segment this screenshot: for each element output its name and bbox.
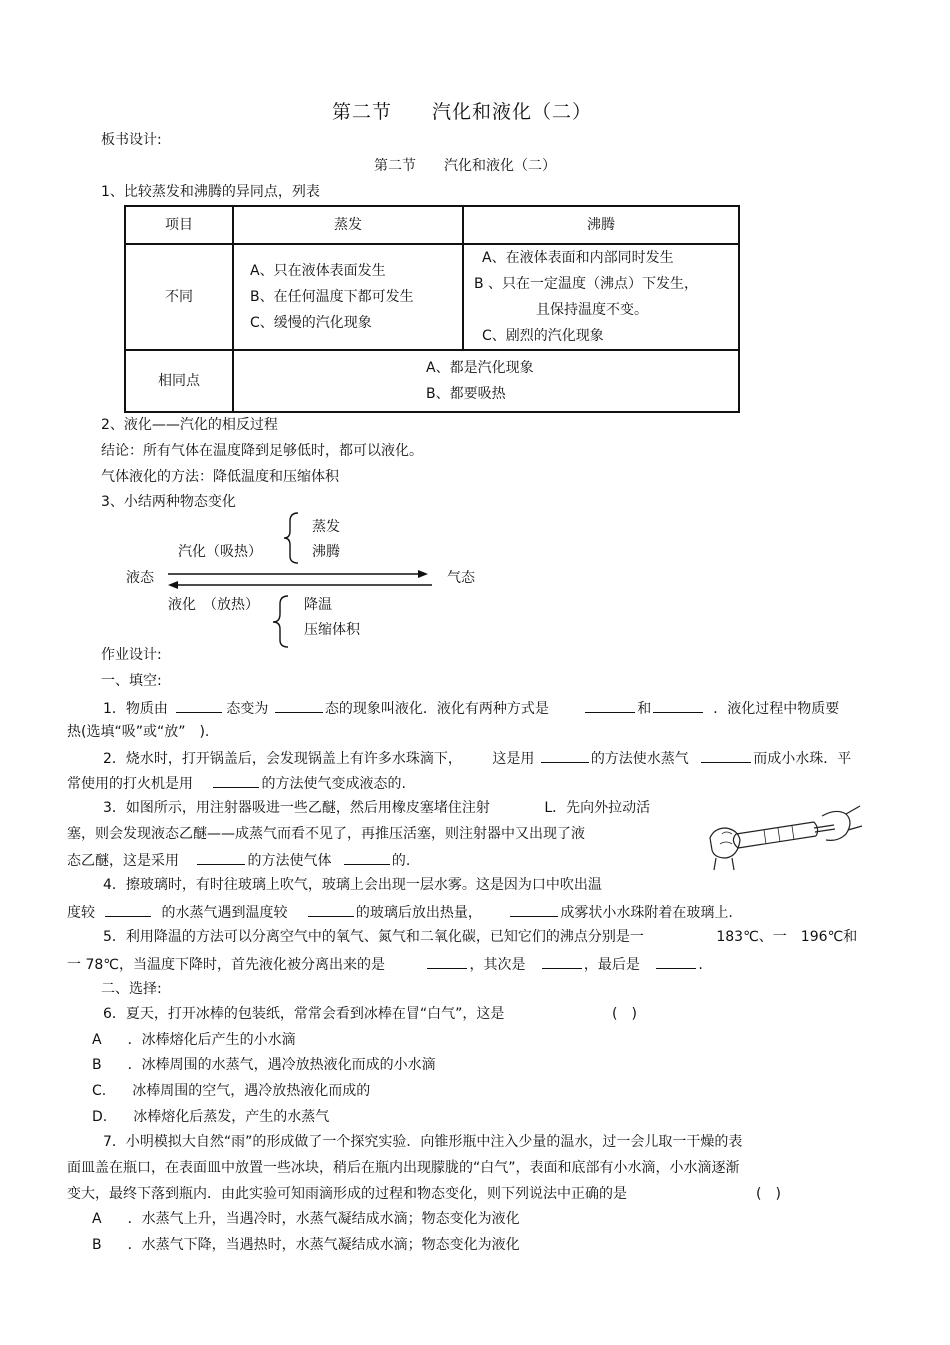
q6-option-c[interactable]: C. 冰棒周围的空气，遇冷放热液化而成的 (92, 1083, 371, 1099)
q2-blank-3[interactable] (213, 773, 259, 788)
q4-line1: 4．擦玻璃时，有时往玻璃上吹气，玻璃上会出现一层水雾。这是因为口中吹出温 (103, 877, 602, 893)
header-boiling: 沸腾 (463, 206, 739, 244)
q6-answer-paren[interactable]: ( ) (612, 1006, 637, 1022)
top-brace-icon (284, 513, 298, 563)
liquefaction-label: 液化 （放热） (168, 597, 259, 613)
q7-line1: 7．小明模拟大自然“雨”的形成做了一个探究实验．向锥形瓶中注入少量的温水，过一会儿取一干燥的表 (103, 1134, 743, 1150)
evap-diff-b: B、在任何温度下都可发生 (250, 289, 414, 305)
q1-blank-2[interactable] (275, 698, 323, 713)
gas-state-label: 气态 (447, 570, 475, 586)
q6-option-a[interactable]: A ．冰棒熔化后产生的小水滴 (92, 1032, 296, 1048)
comparison-table (124, 205, 740, 413)
q5-blank-2[interactable] (542, 954, 582, 969)
q5-line1: 5．利用降温的方法可以分离空气中的氧气、氮气和二氧化碳，已知它们的沸点分别是一 183℃、一 196℃和 (103, 929, 858, 945)
brace-top-evaporation: 蒸发 (312, 519, 340, 535)
section-multiple-choice: 二、选择: (101, 981, 162, 997)
q3-line2: 塞，则会发现液态乙醚——成蒸气而看不见了，再推压活塞，则注射器中又出现了液 (67, 826, 585, 842)
q5-line2: 一 78℃，当温度下降时，首先液化被分离出来的是 ，其次是 ，最后是 . (67, 954, 703, 974)
homework-label: 作业设计: (101, 647, 162, 663)
q2-blank-2[interactable] (701, 748, 751, 763)
evap-diff-c: C、缓慢的汽化现象 (250, 315, 372, 331)
q1-blank-4[interactable] (653, 698, 703, 713)
q1-blank-3[interactable] (585, 698, 635, 713)
evap-diff-a: A、只在液体表面发生 (250, 263, 386, 279)
bottom-brace-icon (273, 596, 288, 647)
conclusion-text: 结论：所有气体在温度降到足够低时，都可以液化。 (101, 443, 423, 459)
q3-line1: 3．如图所示，用注射器吸进一些乙醚，然后用橡皮塞堵住注射 L．先向外拉动活 (103, 800, 651, 816)
q5-blank-1[interactable] (427, 954, 467, 969)
q7-line2: 面皿盖在瓶口，在表面皿中放置一些冰块，稍后在瓶内出现朦胧的“白气”，表面和底部有小水滴，小水滴逐渐 (67, 1160, 740, 1176)
liquefaction-method: 气体液化的方法：降低温度和压缩体积 (101, 469, 339, 485)
q4-line2: 度较 的水蒸气遇到温度较 的玻璃后放出热量， 成雾状小水珠附着在玻璃上. (67, 902, 733, 922)
q2-blank-1[interactable] (541, 748, 589, 763)
header-evaporation: 蒸发 (233, 206, 463, 244)
q4-blank-3[interactable] (510, 902, 558, 917)
section-fill-blank: 一、填空: (101, 673, 162, 689)
q5-blank-3[interactable] (656, 954, 696, 969)
same-a: A、都是汽化现象 (426, 360, 534, 376)
diff-label: 不同 (125, 244, 233, 350)
header-item: 项目 (125, 206, 233, 244)
q2-line1: 2．烧水时，打开锅盖后，会发现锅盖上有许多水珠滴下， 这是用 的方法使水蒸气 而成小水珠．平 (103, 748, 851, 768)
q1-blank-1[interactable] (176, 698, 222, 713)
brace-top-boiling: 沸腾 (312, 544, 340, 560)
q6-option-d[interactable]: D. 冰棒熔化后蒸发，产生的水蒸气 (92, 1109, 330, 1125)
q4-blank-1[interactable] (105, 902, 151, 917)
q3-line3: 态乙醚，这是采用 的方法使气体 的. (67, 850, 410, 870)
q6-stem: 6．夏天，打开冰棒的包装纸，常常会看到冰棒在冒“白气”，这是 (103, 1006, 505, 1022)
boil-diff-b: B 、只在一定温度（沸点）下发生， (474, 276, 699, 292)
q7-option-a[interactable]: A ．水蒸气上升，当遇冷时，水蒸气凝结成水滴；物态变化为液化 (92, 1211, 520, 1227)
q3-blank-1[interactable] (197, 850, 245, 865)
q3-blank-2[interactable] (344, 850, 390, 865)
boil-diff-b2: 且保持温度不变。 (536, 302, 648, 318)
q1-line1: 1．物质由 态变为 态的现象叫液化．液化有两种方式是 和 ．液化过程中物质要 (103, 698, 839, 718)
same-label: 相同点 (125, 350, 233, 412)
brace-bottom-compression: 压缩体积 (304, 622, 360, 638)
boil-diff-cell (463, 244, 739, 350)
same-b: B、都要吸热 (426, 386, 506, 402)
q4-blank-2[interactable] (308, 902, 354, 917)
item-1-heading: 1、比较蒸发和沸腾的异同点，列表 (101, 184, 320, 200)
vaporization-label: 汽化（吸热） (178, 544, 262, 560)
brace-bottom-cooling: 降温 (304, 597, 332, 613)
item-2-heading: 2、液化——汽化的相反过程 (101, 417, 278, 433)
q7-answer-paren[interactable]: ( ) (756, 1186, 781, 1202)
boil-diff-a: A、在液体表面和内部同时发生 (482, 250, 674, 266)
q2-line2: 常使用的打火机是用 的方法使气变成液态的. (67, 773, 406, 793)
page-title: 第二节 汽化和液化（二） (332, 101, 593, 123)
syringe-illustration (704, 800, 864, 872)
evap-diff-cell (233, 244, 463, 350)
q7-line3: 变大，最终下落到瓶内．由此实验可知雨滴形成的过程和物态变化，则下列说法中正确的是 (67, 1186, 627, 1202)
boil-diff-c: C、剧烈的汽化现象 (482, 328, 604, 344)
board-subtitle: 第二节 汽化和液化（二） (374, 158, 556, 174)
same-cell (233, 350, 739, 412)
item-3-heading: 3、小结两种物态变化 (101, 494, 236, 510)
liquid-state-label: 液态 (126, 570, 154, 586)
board-design-label: 板书设计: (101, 132, 162, 148)
q6-option-b[interactable]: B ．冰棒周围的水蒸气，遇冷放热液化而成的小水滴 (92, 1057, 436, 1073)
q7-option-b[interactable]: B ．水蒸气下降，当遇热时，水蒸气凝结成水滴；物态变化为液化 (92, 1237, 520, 1253)
q1-line2: 热(选填“吸”或“放” ). (67, 724, 210, 740)
